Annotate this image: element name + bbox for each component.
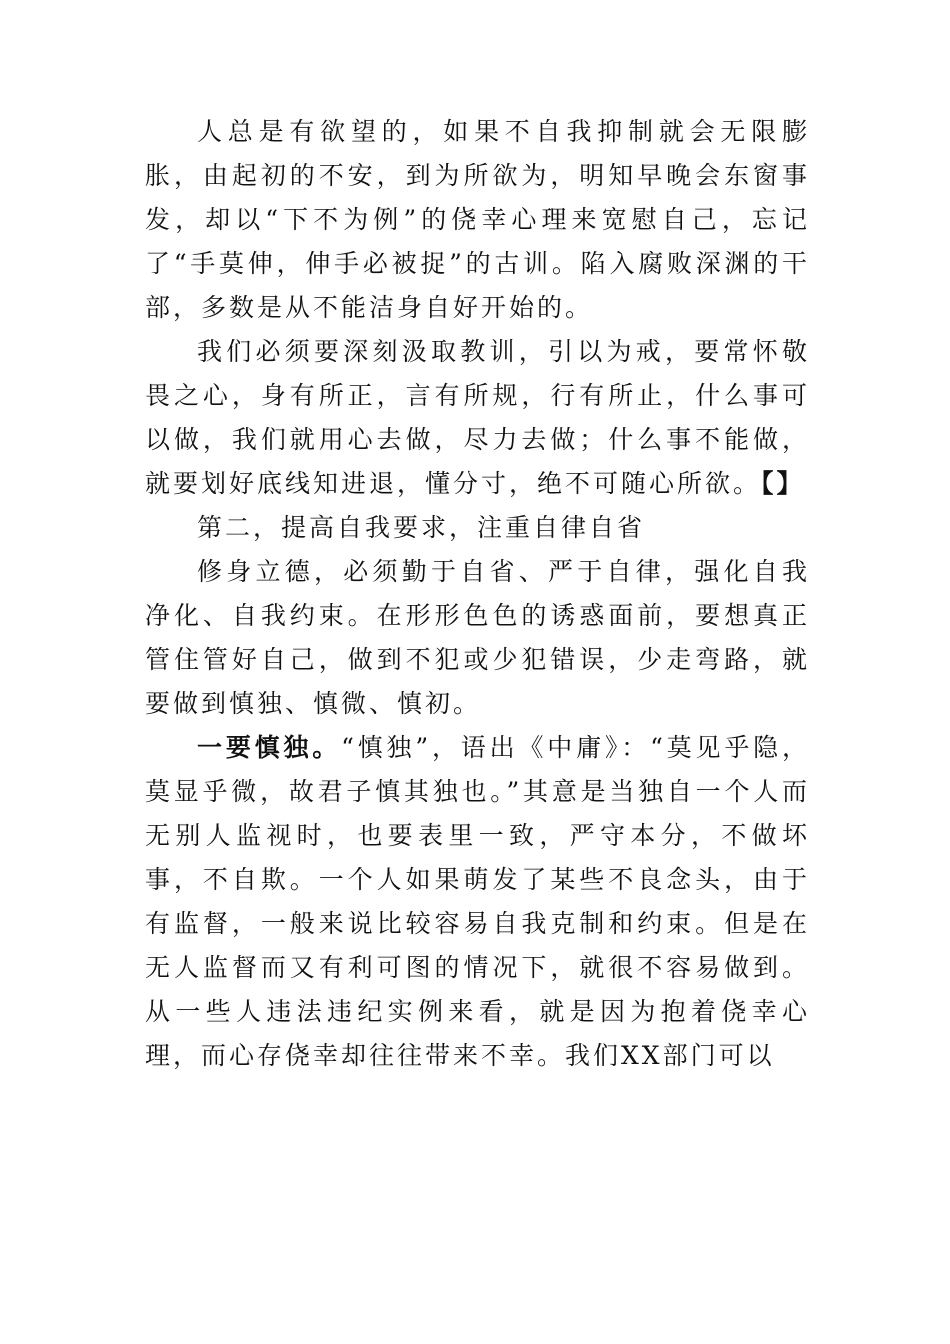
bold-lead-text: 一要慎独。 <box>197 733 342 762</box>
paragraph-self-discipline <box>145 550 810 726</box>
paragraph-text: 人总是有欲望的，如果不自我抑制就会无限膨胀，由起初的不安，到为所欲为，明知早晚会东窗事发，却以“下不为例”的侥幸心理来宽慰自己，忘记了“手莫伸，伸手必被捉”的古训。陷入腐败深渊的干部，多数是从不能洁身自好开始的。 <box>145 117 810 322</box>
section-heading <box>145 506 810 550</box>
paragraph-text: “慎独”，语出《中庸》：“莫见乎隐，莫显乎微，故君子慎其独也。”其意是当独自一个人而无别人监视时，也要表里一致，严守本分，不做坏事，不自欺。一个人如果萌发了某些不良念头，由于有监督，一般来说比较容易自我克制和约束。但是在无人监督而又有利可图的情况下，就很不容易做到。从一些人违法违纪实例来看，就是因为抱着侥幸心理，而心存侥幸却往往带来不幸。我们XX部门可以 <box>145 733 810 1070</box>
paragraph-lessons <box>145 330 810 506</box>
paragraph-text: 我们必须要深刻汲取教训，引以为戒，要常怀敬畏之心，身有所正，言有所规，行有所止，什么事可以做，我们就用心去做，尽力去做；什么事不能做，就要划好底线知进退，懂分寸，绝不可随心所欲。 <box>145 337 810 498</box>
paragraph-text: 修身立德，必须勤于自省、严于自律，强化自我净化、自我约束。在形形色色的诱惑面前，要想真正管住管好自己，做到不犯或少犯错误，少走弯路，就要做到慎独、慎微、慎初。 <box>145 557 810 718</box>
heading-text: 第二，提高自我要求，注重自律自省 <box>197 513 646 542</box>
paragraph-shendu <box>145 726 810 1078</box>
document-body <box>145 110 810 1078</box>
paragraph-desire <box>145 110 810 330</box>
bracket-marker: 【】 <box>761 469 805 498</box>
